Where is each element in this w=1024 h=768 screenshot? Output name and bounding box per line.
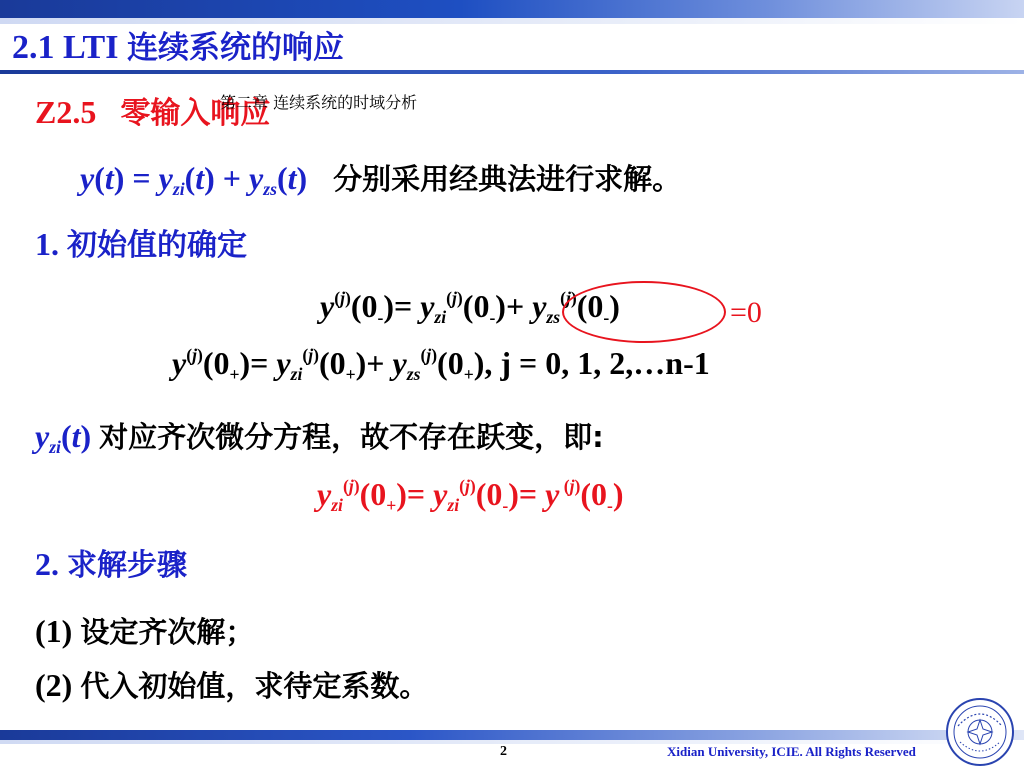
step1-label: 初始值的确定 [67,228,247,263]
substep-2 [35,664,428,705]
step2-number: 2. [35,546,59,582]
step1-heading [35,220,247,264]
statement-text: 对应齐次微分方程，故不存在跃变，即: [99,420,604,454]
step2-label: 求解步骤 [67,548,187,583]
initial-value-equation-plus: $y^{(j)}(0_+)= y_{zi}^{(j)}(0_+)+ y_{zs}^{(j)}(0_+)$, j = 0, 1, 2,…n-1 [172,345,710,385]
title-number: 2.1 LTI [12,29,119,66]
university-seal-icon [944,696,1016,768]
highlight-ellipse [562,281,726,343]
method-note: 分别采用经典法进行求解。 [333,162,682,196]
substep-2-text: 代入初始值，求待定系数。 [80,669,429,703]
substep-1-number: (1) [35,613,73,649]
substep-2-number: (2) [35,667,73,703]
decomposition-line [80,157,681,200]
step1-number: 1. [35,226,59,262]
step2-heading [35,540,187,584]
title-text: 连续系统的响应 [126,30,344,66]
yzi-symbol: $y_{zi}(t)$ [35,418,92,458]
footer-decor-band [0,730,1024,740]
chapter-label: 第二章 连续系统的时域分析 [220,93,418,112]
initial-value-equation-minus: $y^{(j)}(0_-)= y_{zi}^{(j)}(0_-)+ y_{zs}^{(j)}(0_-)$ [320,288,620,328]
index-range: , j = 0, 1, 2,…n-1 [484,345,710,382]
section-label: 零输入响应 [120,96,271,131]
section-id: Z2.5 [35,94,97,130]
substep-1-text: 设定齐次解； [80,615,255,649]
no-jump-statement [35,415,604,458]
zero-annotation: =0 [730,296,762,329]
continuity-equation: $y_{zi}^{(j)}(0_+)= y_{zi}^{(j)}(0_-)= y$ $^{(j)}(0_-)$ [317,476,624,516]
copyright-text: Xidian University, ICIE. All Rights Reserved [667,744,916,759]
substep-1 [35,610,254,651]
title-underline [0,70,1024,74]
page-number: 2 [500,744,507,759]
decomposition-equation: $y(t) = y_{zi}(t) + y_{zs}(t)$ [80,160,308,200]
slide-title [12,22,344,67]
top-decor-band [0,0,1024,18]
